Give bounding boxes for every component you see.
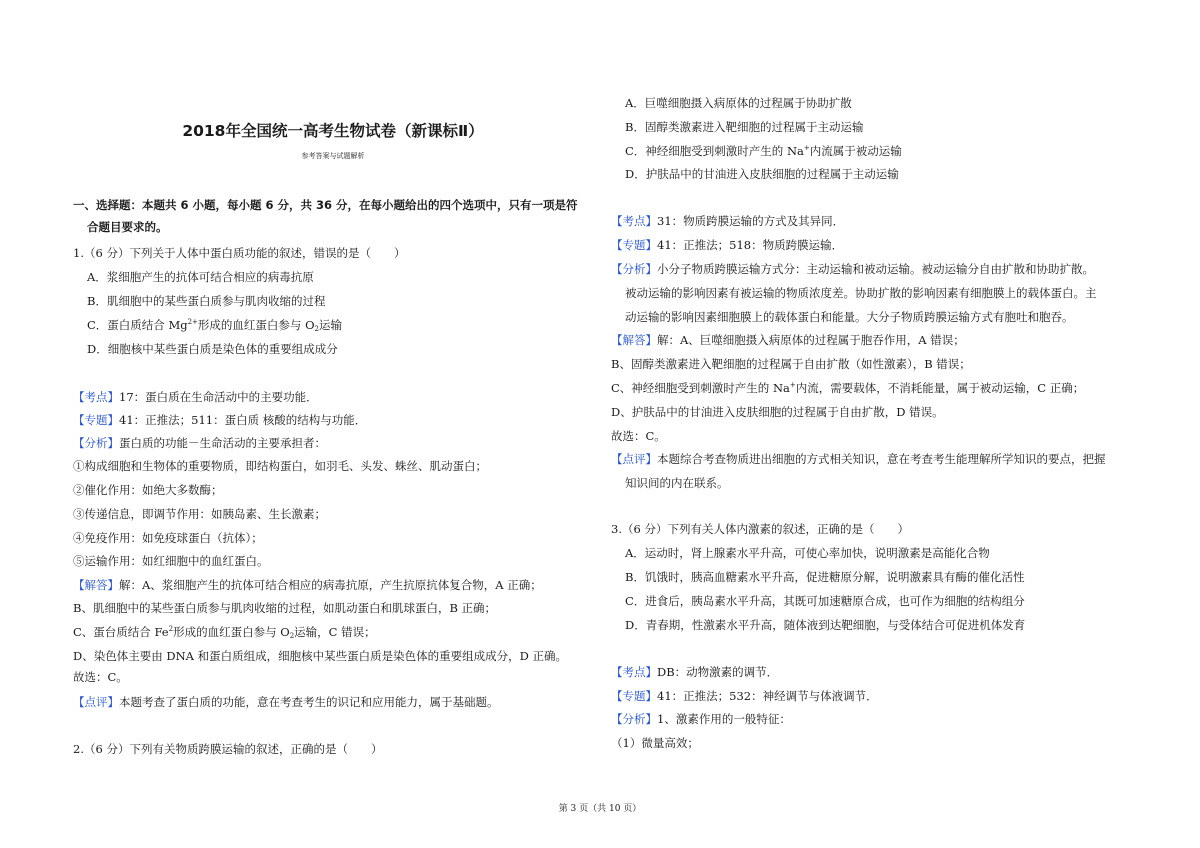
q1-option-c [73,317,593,333]
q3-fenxi-item-1: （1）微量高效； [611,736,699,750]
q1-dianping [73,694,593,710]
q2-fenxi-line-3: 动运输的影响因素细胞膜上的载体蛋白和能量。大分子物质跨膜运输方式有胞吐和胞吞。 [625,310,1074,324]
fenxi-label: 【分析】 [611,712,657,726]
q1-option-d: D．细胞核中某些蛋白质是染色体的重要组成成分 [87,342,338,356]
page-footer: 第 3 页（共 10 页） [558,804,642,814]
q3-option-b: B．饥饿时，胰高血糖素水平升高，促进糖原分解，说明激素具有酶的催化活性 [625,570,1025,584]
q2-jieda-d: D、护肤品中的甘油进入皮肤细胞的过程属于自由扩散，D 错误。 [611,405,944,419]
q1-jieda-c-part: C、蛋台质结合 Fe [73,625,169,639]
subscript: 2 [289,632,295,640]
q2-dianping [611,451,1136,467]
q2-dianping-line-2: 知识间的内在联系。 [625,476,729,490]
q1-answer: 故选：C。 [73,670,128,684]
q2-kaodian [611,213,1136,229]
superscript: 2 [168,625,174,633]
kaodian-label: 【考点】 [611,214,657,228]
kaodian-label: 【考点】 [611,665,657,679]
q1-stem: 1.（6 分）下列关于人体中蛋白质功能的叙述，错误的是（ ） [73,246,406,260]
q2-zhuanti [611,237,1136,253]
q2-zhuanti-text: 41：正推法；518：物质跨膜运输． [657,238,844,252]
q3-option-c: C．进食后，胰岛素水平升高，其既可加速糖原合成，也可作为细胞的结构组分 [625,594,1025,608]
superscript: + [789,381,796,389]
jieda-label: 【解答】 [611,333,657,347]
q2-option-c [611,143,1136,159]
q2-answer: 故选：C。 [611,429,666,443]
q3-kaodian-text: DB：动物激素的调节． [657,665,779,679]
q2-dianping-text: 本题综合考查物质进出细胞的方式相关知识，意在考查考生能理解所学知识的要点，把握 [657,452,1106,466]
q3-stem: 3.（6 分）下列有关人体内激素的叙述，正确的是（ ） [611,522,909,536]
dianping-label: 【点评】 [611,452,657,466]
q2-jieda-b: B、固醇类激素进入靶细胞的过程属于自由扩散（如性激素），B 错误； [611,357,971,371]
fenxi-label: 【分析】 [73,436,119,450]
q3-kaodian [611,664,1136,680]
q1-dianping-text: 本题考查了蛋白质的功能，意在考查考生的识记和应用能力，属于基础题。 [119,695,499,709]
q2-jieda-c-part: 内流，需要载体，不消耗能量，属于被动运输，C 正确； [795,381,1085,395]
zhuanti-label: 【专题】 [611,238,657,252]
q1-zhuanti [73,412,593,428]
q1-kaodian [73,389,593,405]
q1-jieda [73,577,593,593]
q2-jieda-c-part: C、神经细胞受到刺激时产生的 Na [611,381,790,395]
q1-fenxi-text: 蛋白质的功能－生命活动的主要承担者： [119,436,326,450]
subscript: 2 [314,325,319,333]
q2-jieda [611,332,1136,348]
q1-fenxi-item-3: ③传递信息，即调节作用：如胰岛素、生长激素； [73,507,326,521]
q2-option-c-part: 内流属于被动运输 [809,144,902,158]
q1-jieda-d: D、染色体主要由 DNA 和蛋白质组成，细胞核中某些蛋白质是染色体的重要组成成分，D 正确。 [73,649,567,663]
page-subtitle: 参考答案与试题解析 [301,152,365,160]
q2-option-a: A．巨噬细胞摄入病原体的过程属于协助扩散 [625,96,852,110]
q1-option-c-part: 运输 [318,318,342,332]
q1-jieda-text: 解：A、浆细胞产生的抗体可结合相应的病毒抗原，产生抗原抗体复合物，A 正确； [119,578,542,592]
q2-fenxi [611,261,1136,277]
page-title: 2018年全国统一高考生物试卷（新课标Ⅱ） [182,122,484,140]
zhuanti-label: 【专题】 [73,413,119,427]
q1-option-c-part: 形成的血红蛋白参与 O [197,318,315,332]
kaodian-label: 【考点】 [73,390,119,404]
q1-zhuanti-text: 41：正推法；511：蛋白质 核酸的结构与功能． [119,413,367,427]
q2-kaodian-text: 31：物质跨膜运输的方式及其异同． [657,214,845,228]
fenxi-label: 【分析】 [611,262,657,276]
zhuanti-label: 【专题】 [611,689,657,703]
q1-option-a: A．浆细胞产生的抗体可结合相应的病毒抗原 [87,270,314,284]
q1-jieda-c-part: 运输，C 错误； [294,625,376,639]
q2-fenxi-text: 小分子物质跨膜运输方式分：主动运输和被动运输。被动运输分自由扩散和协助扩散。 [657,262,1094,276]
q3-fenxi-text: 1、激素作用的一般特征： [657,712,791,726]
superscript: + [803,144,810,152]
q3-fenxi [611,711,1136,727]
q3-zhuanti-text: 41：正推法；532：神经调节与体液调节． [657,689,878,703]
q1-option-c-part: C．蛋白质结合 Mg [87,318,188,332]
q1-fenxi-item-2: ②催化作用：如绝大多数酶； [73,483,223,497]
q2-jieda-text: 解：A、巨噬细胞摄入病原体的过程属于胞吞作用，A 错误； [657,333,965,347]
q1-jieda-b: B、肌细胞中的某些蛋白质参与肌肉收缩的过程，如肌动蛋白和肌球蛋白，B 正确； [73,601,497,615]
q2-jieda-c [611,380,1136,396]
section-heading-line-1: 一、选择题：本题共 6 小题，每小题 6 分，共 36 分，在每小题给出的四个选项中，只有一项是符 [73,198,578,212]
section-heading-line-2: 合题目要求的。 [87,220,168,234]
q2-stem: 2.（6 分）下列有关物质跨膜运输的叙述，正确的是（ ） [73,742,383,756]
dianping-label: 【点评】 [73,695,119,709]
q2-option-c-part: C．神经细胞受到刺激时产生的 Na [625,144,804,158]
q1-jieda-c [73,624,593,640]
q1-kaodian-text: 17：蛋白质在生命活动中的主要功能． [119,390,318,404]
q1-option-b: B．肌细胞中的某些蛋白质参与肌肉收缩的过程 [87,294,326,308]
q3-option-d: D．青春期，性激素水平升高，随体液到达靶细胞，与受体结合可促进机体发育 [625,618,1026,632]
q2-option-d: D．护肤品中的甘油进入皮肤细胞的过程属于主动运输 [625,167,899,181]
q3-zhuanti [611,688,1136,704]
q3-option-a: A．运动时，肾上腺素水平升高，可使心率加快，说明激素是高能化合物 [625,546,990,560]
q2-option-b: B．固醇类激素进入靶细胞的过程属于主动运输 [625,120,864,134]
q1-fenxi-item-5: ⑤运输作用：如红细胞中的血红蛋白。 [73,554,269,568]
q1-fenxi-item-4: ④免疫作用：如免疫球蛋白（抗体）； [73,531,263,545]
q1-jieda-c-part: 形成的血红蛋白参与 O [173,625,290,639]
superscript: 2+ [187,318,198,326]
q2-fenxi-line-2: 被动运输的影响因素有被运输的物质浓度差。协助扩散的影响因素有细胞膜上的载体蛋白。主 [625,286,1097,300]
jieda-label: 【解答】 [73,578,119,592]
q1-fenxi [73,435,593,451]
q1-fenxi-item-1: ①构成细胞和生物体的重要物质，即结构蛋白，如羽毛、头发、蛛丝、肌动蛋白； [73,459,487,473]
